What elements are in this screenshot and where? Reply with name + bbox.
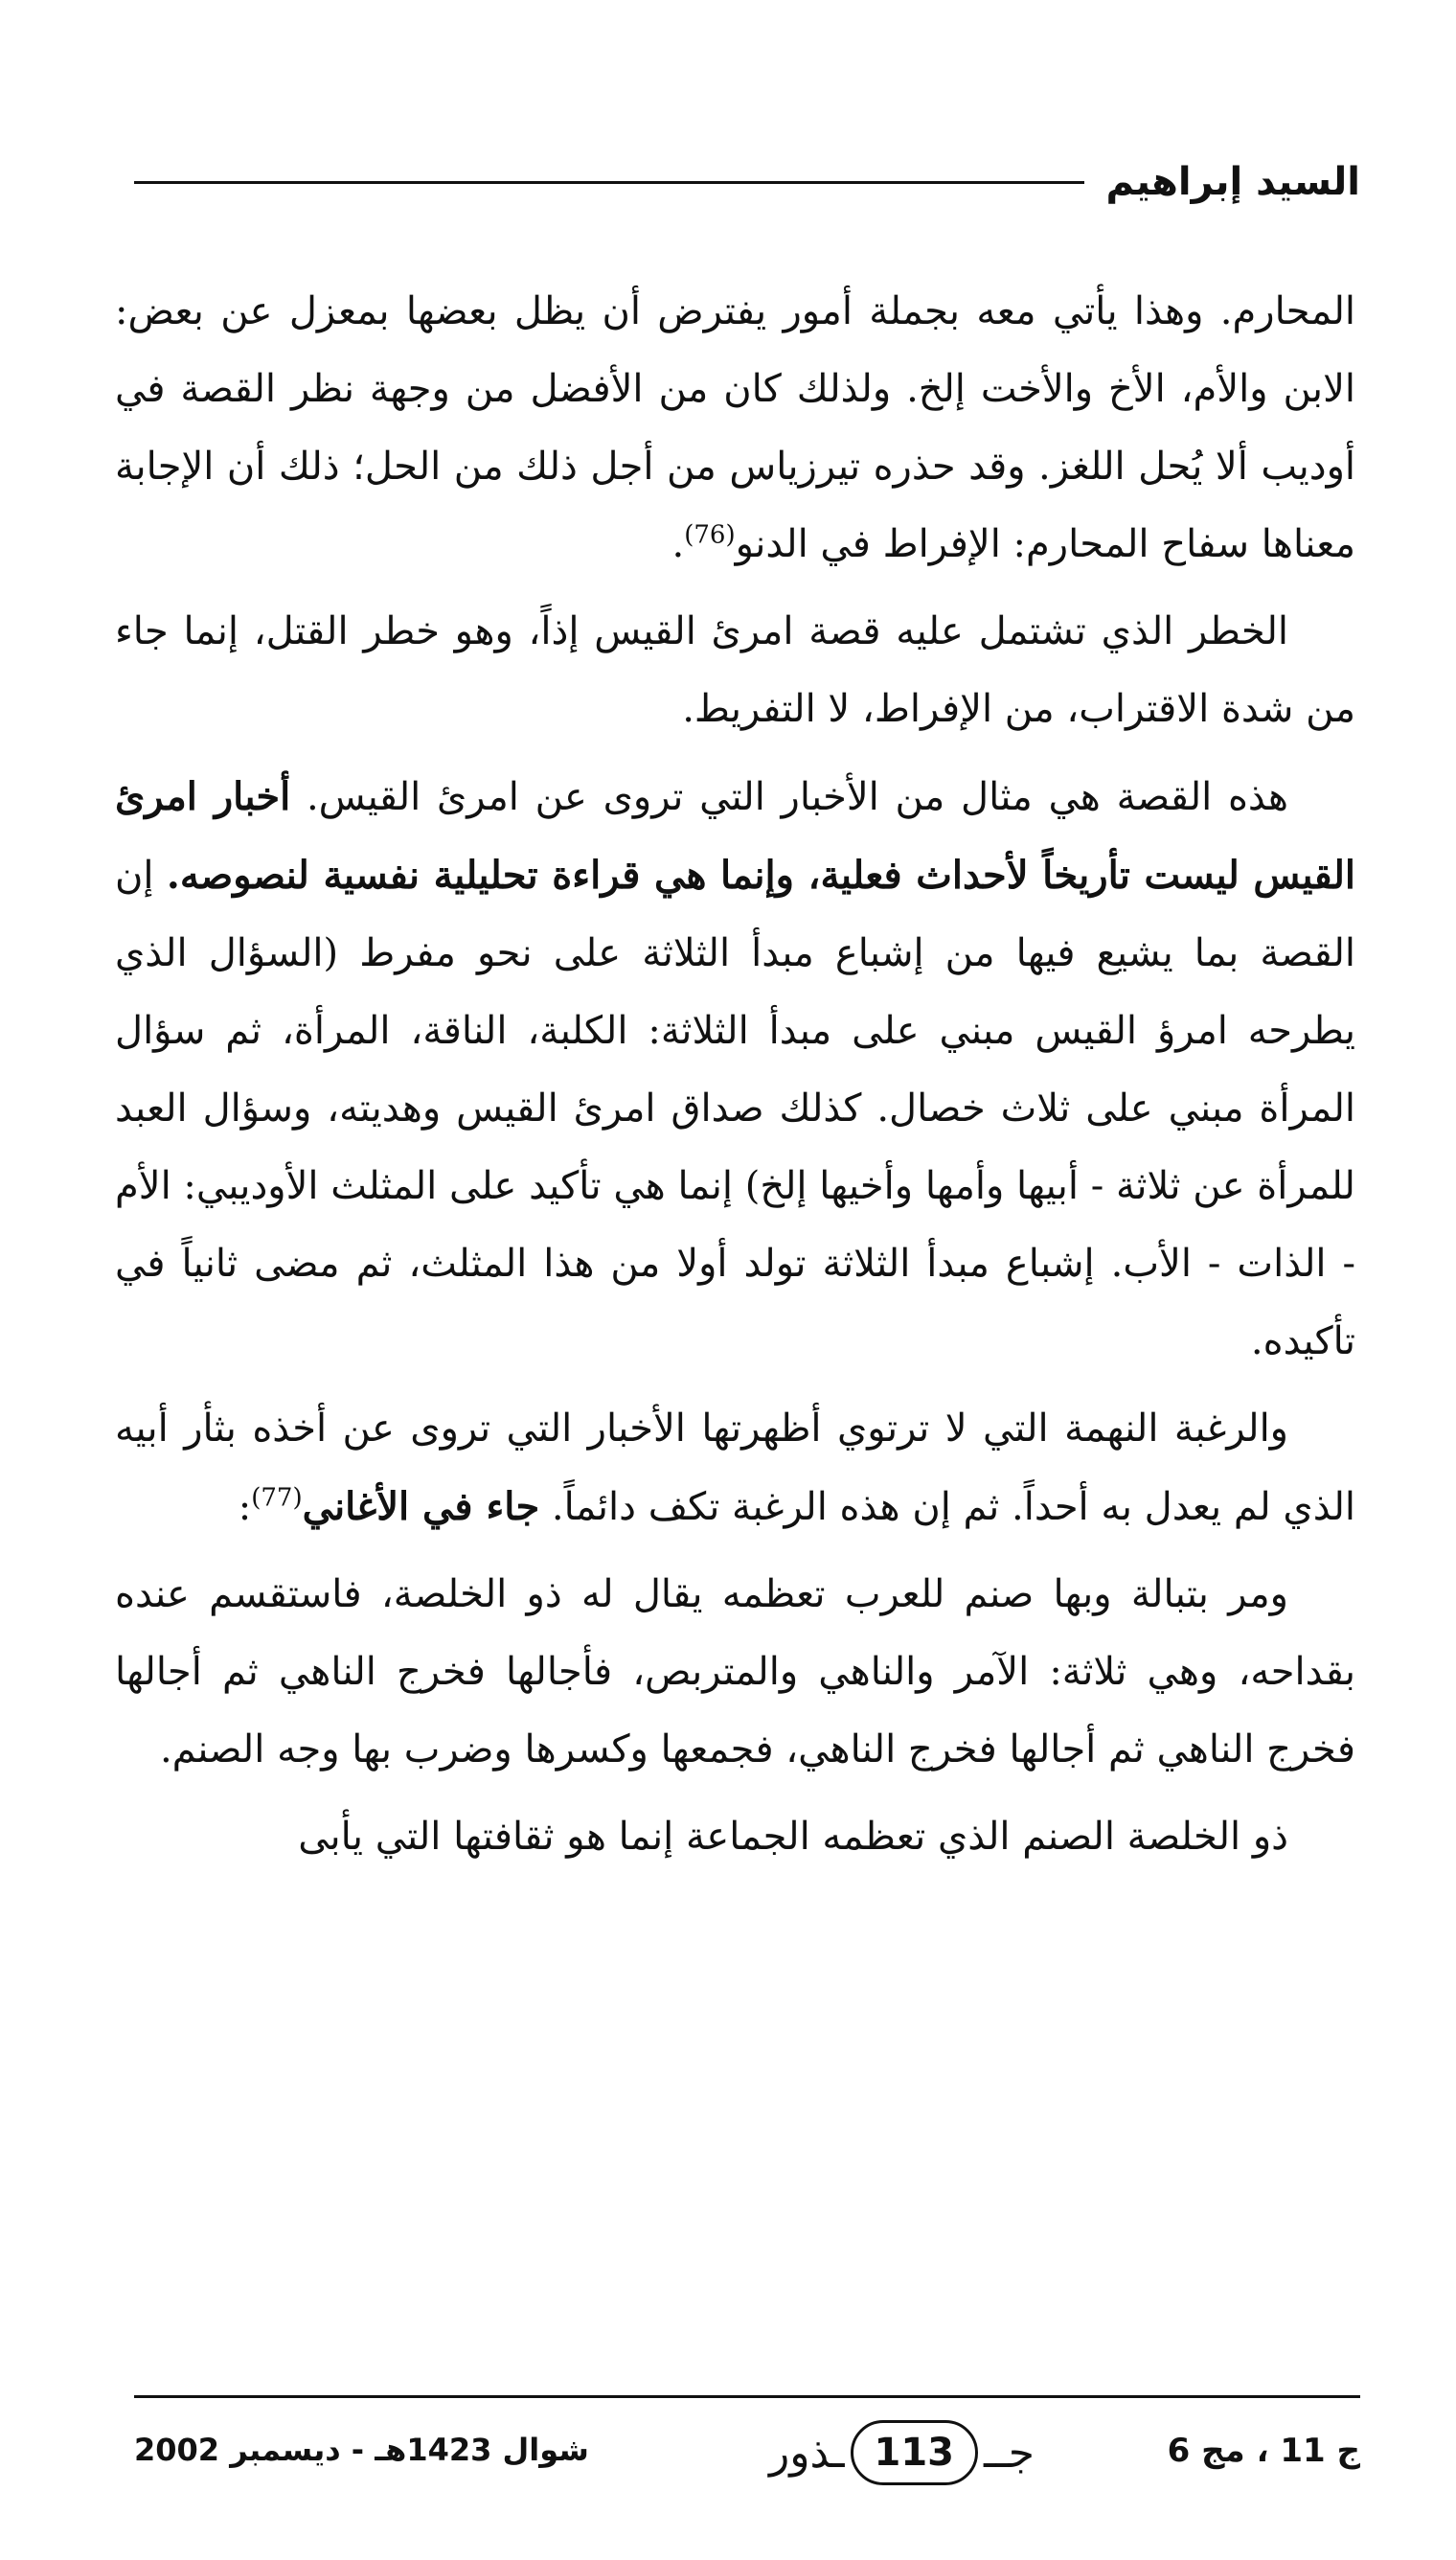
quotation-paragraph: ومر بتبالة وبها صنم للعرب تعظمه يقال له ذو الخلصة، فاستقسم عنده بقداحه، وهي ثلاثة: الآمر والناهي والمتربص، فأجالها فخرج الناهي ثم أجالها فخرج الناهي ثم أجالها فخرج الناهي، فجمعها وكسرها وضرب بها وجه الصنم.	[115, 1572, 1355, 1771]
page-footer	[134, 2414, 1360, 2501]
paragraph-4-text: والرغبة النهمة التي لا ترتوي أظهرتها الأخبار التي تروى عن أخذه بثأر أبيه الذي لم يعدل به أحداً. ثم إن هذه الرغبة تكف دائماً.	[115, 1406, 1355, 1529]
volume-info: ج 11 ، مج 6	[1167, 2432, 1360, 2470]
paragraph-3	[115, 758, 1355, 1381]
paragraph-4-end: :	[238, 1485, 252, 1529]
running-header	[134, 153, 1360, 211]
journal-logo	[769, 2420, 1035, 2485]
header-rule	[134, 181, 1084, 184]
page-number: 113	[851, 2420, 979, 2485]
body-text	[115, 273, 1355, 1876]
paragraph-4-bold: جاء في الأغاني	[302, 1484, 540, 1529]
paragraph-1-text: المحارم. وهذا يأتي معه بجملة أمور يفترض أن يظل بعضها بمعزل عن بعض: الابن والأم، الأخ والأخت إلخ. ولذلك كان من الأفضل من وجهة نظر القصة في أوديب ألا يُحل اللغز. وقد حذره تيرزياس من أجل ذلك من الحل؛ ذلك أن الإجابة معناها سفاح المحارم: الإفراط في الدنو	[115, 289, 1355, 566]
paragraph-1-end: .	[671, 522, 685, 566]
footer-rule	[134, 2395, 1360, 2398]
paragraph-3-rest: إن القصة بما يشيع فيها من إشباع مبدأ الثلاثة على نحو مفرط (السؤال الذي يطرحه امرؤ القيس مبني على مبدأ الثلاثة: الكلبة، الناقة، المرأة، ثم سؤال المرأة مبني على ثلاث خصال. كذلك صداق امرئ القيس وهديته، وسؤال العبد للمرأة عن ثلاثة - أبيها وأمها وأخيها إلخ) إنما هي تأكيد على المثلث الأوديبي: الأم - الذات - الأب. إشباع مبدأ الثلاثة تولد أولا من هذا المثلث، ثم مضى ثانياً في تأكيده.	[115, 854, 1355, 1363]
paragraph-2: الخطر الذي تشتمل عليه قصة امرئ القيس إذاً، وهو خطر القتل، إنما جاء من شدة الاقتراب، من الإفراط، لا التفريط.	[115, 609, 1355, 731]
journal-name-right: ـذور	[769, 2428, 845, 2478]
journal-name-left: جــ	[984, 2428, 1035, 2478]
paragraph-4	[115, 1390, 1355, 1546]
footnote-ref-76[interactable]: (76)	[684, 520, 736, 550]
paragraph-6: ذو الخلصة الصنم الذي تعظمه الجماعة إنما هو ثقافتها التي يأبى	[298, 1815, 1288, 1859]
paragraph-3-bold: أخبار امرئ القيس ليست تأريخاً لأحداث فعلية، وإنما هي قراءة تحليلية نفسية لنصوصه.	[115, 774, 1355, 898]
footnote-ref-77[interactable]: (77)	[251, 1483, 303, 1513]
author-name: السيد إبراهيم	[1105, 160, 1360, 204]
issue-date: شوال 1423هـ - ديسمبر 2002	[134, 2432, 589, 2468]
paragraph-3-lead: هذه القصة هي مثال من الأخبار التي تروى عن امرئ القيس.	[306, 775, 1289, 819]
paragraph-1	[115, 273, 1355, 583]
